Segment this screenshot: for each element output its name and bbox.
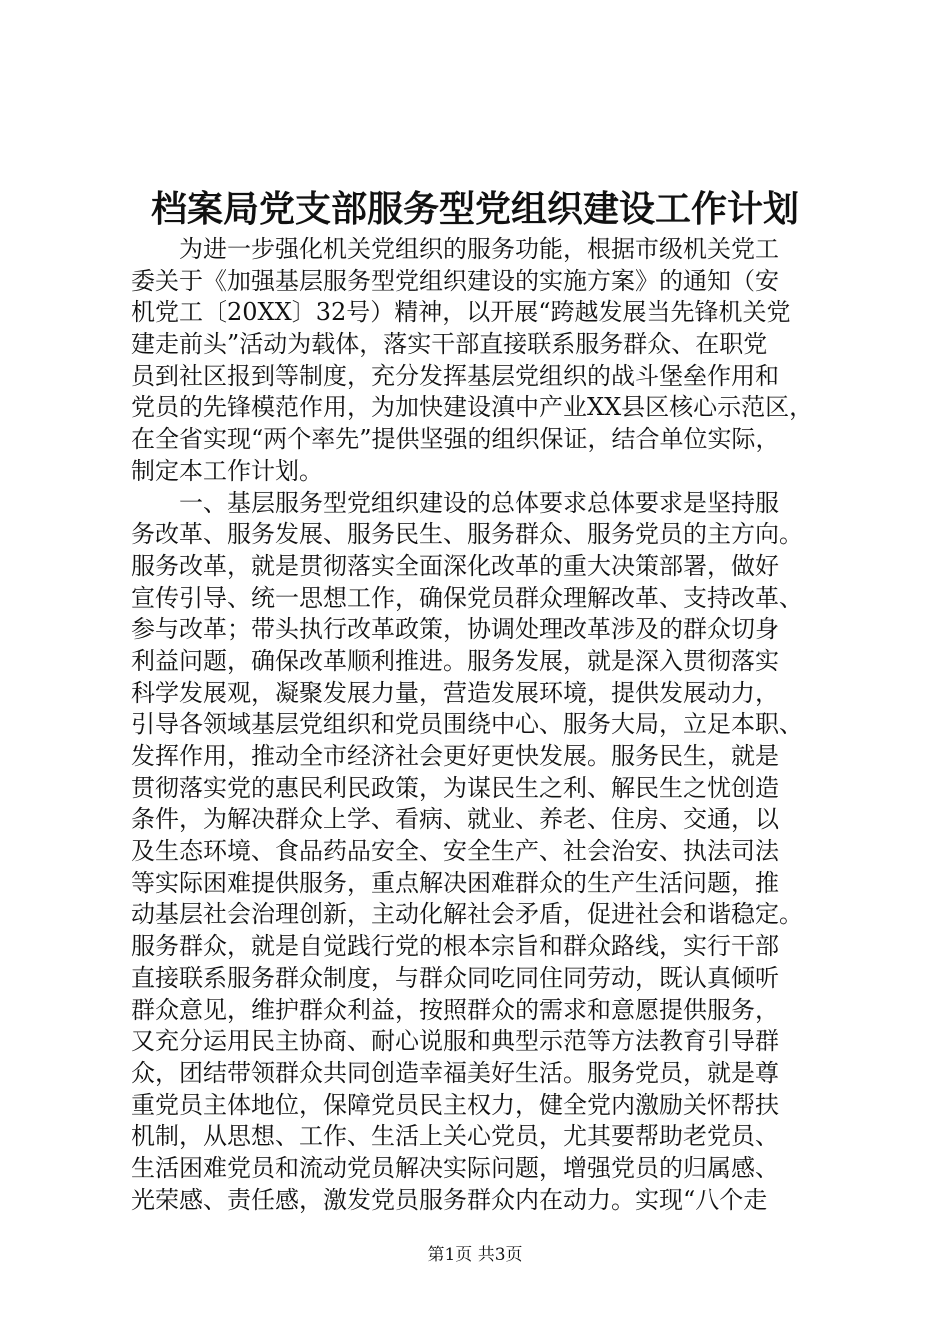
body-line: 直接联系服务群众制度，与群众同吃同住同劳动，既认真倾听 [131, 963, 779, 992]
body-line: 光荣感、责任感，激发党员服务群众内在动力。实现“八个走 [131, 1185, 768, 1214]
body-line: 机制，从思想、工作、生活上关心党员，尤其要帮助老党员、 [131, 1122, 779, 1151]
body-line: 群众意见，维护群众利益，按照群众的需求和意愿提供服务， [131, 995, 779, 1024]
body-line: 条件，为解决群众上学、看病、就业、养老、住房、交通，以 [131, 805, 779, 834]
body-line: 服务群众，就是自觉践行党的根本宗旨和群众路线，实行干部 [131, 932, 779, 961]
body-line: 又充分运用民主协商、耐心说服和典型示范等方法教育引导群 [131, 1027, 779, 1056]
body-line: 服务改革，就是贯彻落实全面深化改革的重大决策部署，做好 [131, 551, 779, 580]
body-line: 党员的先锋模范作用，为加快建设滇中产业XX县区核心示范区， [131, 393, 814, 422]
body-line: 委关于《加强基层服务型党组织建设的实施方案》的通知（安 [131, 266, 779, 295]
body-line: 贯彻落实党的惠民利民政策，为谋民生之利、解民生之忧创造 [131, 773, 779, 802]
document-title: 档案局党支部服务型党组织建设工作计划 [150, 188, 799, 230]
body-line: 机党工〔20XX〕32号）精神，以开展“跨越发展当先锋机关党 [131, 298, 791, 327]
document-body [131, 234, 831, 1216]
body-line: 宣传引导、统一思想工作，确保党员群众理解改革、支持改革、 [131, 583, 803, 612]
body-line: 员到社区报到等制度，充分发挥基层党组织的战斗堡垒作用和 [131, 361, 779, 390]
body-line: 发挥作用，推动全市经济社会更好更快发展。服务民生，就是 [131, 742, 779, 770]
body-line: 等实际困难提供服务，重点解决困难群众的生产生活问题，推 [131, 868, 779, 897]
body-line: 制定本工作计划。 [131, 456, 323, 485]
body-line: 务改革、服务发展、服务民生、服务群众、服务党员的主方向。 [131, 520, 803, 549]
body-line: 重党员主体地位，保障党员民主权力，健全党内激励关怀帮扶 [131, 1090, 779, 1119]
body-line: 利益问题，确保改革顺利推进。服务发展，就是深入贯彻落实 [131, 646, 779, 675]
body-line: 科学发展观，凝聚发展力量，营造发展环境，提供发展动力， [131, 678, 779, 707]
body-line: 一、基层服务型党组织建设的总体要求总体要求是坚持服 [131, 488, 779, 517]
body-line: 生活困难党员和流动党员解决实际问题，增强党员的归属感、 [131, 1153, 779, 1182]
body-line: 及生态环境、食品药品安全、安全生产、社会治安、执法司法 [131, 837, 779, 866]
body-line: 建走前头”活动为载体，落实干部直接联系服务群众、在职党 [131, 330, 768, 359]
body-line: 引导各领域基层党组织和党员围绕中心、服务大局，立足本职、 [131, 710, 803, 739]
body-line: 为进一步强化机关党组织的服务功能，根据市级机关党工 [131, 235, 779, 263]
body-line: 在全省实现“两个率先”提供坚强的组织保证，结合单位实际， [131, 425, 780, 454]
body-line: 众，团结带领群众共同创造幸福美好生活。服务党员，就是尊 [131, 1058, 779, 1087]
body-line: 参与改革；带头执行改革政策，协调处理改革涉及的群众切身 [131, 615, 779, 644]
body-line: 动基层社会治理创新，主动化解社会矛盾，促进社会和谐稳定。 [131, 900, 803, 929]
page-footer: 第1页 共3页 [427, 1245, 523, 1265]
